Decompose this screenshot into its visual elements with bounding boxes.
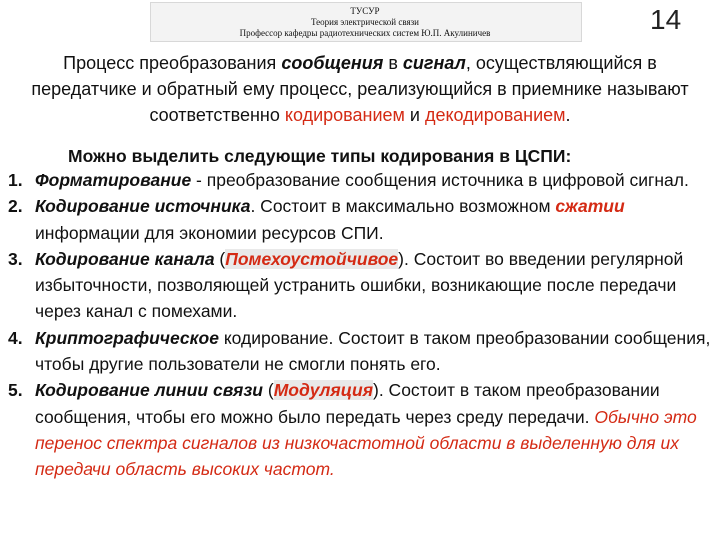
header-course: Теория электрической связи bbox=[310, 17, 419, 27]
list-item bbox=[8, 325, 720, 378]
item-highlight: Модуляция bbox=[273, 380, 373, 401]
item-note: Обычно это перенос спектра сигналов из низкочастотной области в выделенную для их передачи область высоких частот. bbox=[35, 406, 697, 480]
list-item bbox=[8, 167, 720, 193]
item-text: кодирование. Состоит в таком преобразовании сообщения, чтобы другие пользователи не смогли понять его. bbox=[35, 327, 711, 375]
item-number: 1. bbox=[8, 170, 23, 190]
item-text: ). Состоит в таком преобразовании сообщения, чтобы его можно было передать через среду передачи. bbox=[35, 380, 660, 427]
term-message: сообщения bbox=[281, 53, 384, 73]
item-number: 5. bbox=[8, 380, 23, 401]
term-decoding: декодированием bbox=[424, 105, 566, 125]
item-text: - преобразование сообщения источника в цифровой сигнал. bbox=[191, 170, 689, 190]
item-number: 4. bbox=[8, 327, 23, 348]
item-text: ( bbox=[262, 380, 274, 401]
list-item bbox=[8, 246, 720, 325]
intro-text: . bbox=[565, 105, 571, 125]
term-coding: кодированием bbox=[284, 105, 405, 125]
slide-number: 14 bbox=[650, 4, 682, 35]
item-term: Форматирование bbox=[35, 170, 192, 190]
header-author: Профессор кафедры радиотехнических систем Ю.П. Акулиничев bbox=[239, 28, 491, 38]
intro-text: в bbox=[383, 53, 403, 73]
coding-types-list bbox=[8, 167, 720, 483]
item-term: Криптографическое bbox=[35, 327, 219, 348]
item-highlight: Помехоустойчивое bbox=[225, 248, 399, 269]
list-item bbox=[8, 193, 720, 246]
section-heading: Можно выделить следующие типы кодирования в ЦСПИ: bbox=[68, 146, 572, 166]
item-number: 2. bbox=[8, 196, 23, 217]
item-text: . Состоит в максимально возможном bbox=[250, 196, 556, 217]
intro-text: и bbox=[404, 105, 425, 125]
list-item bbox=[8, 377, 720, 482]
item-text: ). Состоит во введении регулярной избыточности, позволяющей устранить ошибки, возникающие после передачи через канал с помехами. bbox=[35, 248, 684, 322]
intro-text: , осуществляющийся в передатчике и обратный ему процесс, реализующийся в приемнике называют соответственно bbox=[31, 53, 689, 125]
item-text: ( bbox=[214, 248, 226, 269]
intro-text: Процесс преобразования bbox=[63, 53, 282, 73]
item-term: Кодирование источника bbox=[35, 196, 251, 217]
intro-paragraph bbox=[20, 50, 700, 128]
item-highlight: сжатии bbox=[555, 196, 625, 217]
item-term: Кодирование линии связи bbox=[35, 380, 263, 401]
header-org: ТУСУР bbox=[350, 6, 380, 16]
term-signal: сигнал bbox=[402, 53, 466, 73]
item-term: Кодирование канала bbox=[35, 248, 215, 269]
item-number: 3. bbox=[8, 248, 23, 269]
item-text: информации для экономии ресурсов СПИ. bbox=[35, 222, 384, 243]
